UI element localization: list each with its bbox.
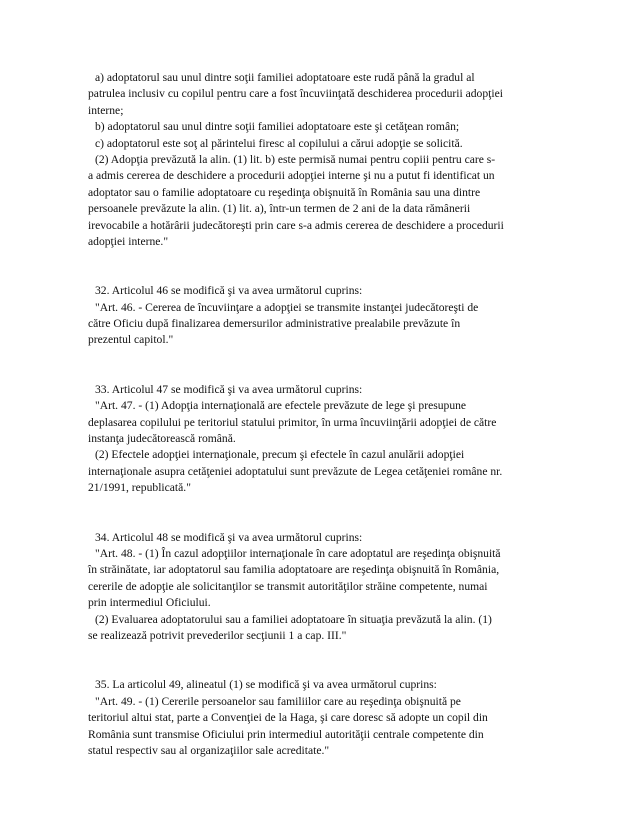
text-line: "Art. 46. - Cererea de încuviinţare a adopţiei se transmite instanţei judecătoreşti de [95,300,479,314]
text-line: "Art. 47. - (1) Adopţia internaţională are efectele prevăzute de lege şi presupune [95,399,467,413]
text-line: cererile de adopţie ale solicitanţilor se transmit autorităţilor străine competente, numai [88,579,488,593]
text-line: persoanele prevăzute la alin. (1) lit. a), într-un termen de 2 ani de la data rămânerii [88,202,471,216]
paragraph-item-33 [88,382,558,497]
text-line: prezentul capitol." [88,333,174,347]
text-line: "Art. 48. - (1) În cazul adopţiilor internaţionale în care adoptatul are reşedinţa obişnuită [95,546,501,560]
paragraph-item-32 [88,283,558,349]
text-line: statul respectiv sau al organizaţiilor sale acreditate." [88,743,330,757]
document-page [88,70,558,759]
text-line: b) adoptatorul sau unul dintre soţii familiei adoptatoare este şi cetăţean român; [95,120,460,134]
text-line: patrulea inclusiv cu copilul pentru care a fost încuviinţată deschiderea procedurii adopţiei [88,87,503,101]
text-line: adoptator sau o familie adoptatoare cu reşedinţa obişnuită în România sau una dintre [88,185,481,199]
paragraph-gap [88,250,558,283]
text-line: a admis cererea de deschidere a procedurii adopţiei interne şi nu a putut fi identificat un [88,169,495,183]
paragraph-item-35 [88,677,558,759]
text-line: 21/1991, republicată." [88,481,191,495]
item-heading: 33. Articolul 47 se modifică şi va avea următorul cuprins: [95,382,363,396]
text-line: teritoriul altui stat, parte a Convenţiei de la Haga, şi care doresc să adopte un copil din [88,711,488,725]
paragraph-art45-conditions [88,70,558,250]
text-line: internaţionale asupra cetăţeniei adoptatului sunt prevăzute de Legea cetăţeniei române nr. [88,464,503,478]
text-line: România sunt transmise Oficiului prin intermediul autorităţii centrale competente din [88,727,484,741]
text-line: c) adoptatorul este soţ al părintelui firesc al copilului a cărui adopţie se solicită. [95,136,463,150]
text-line: se realizează potrivit prevederilor secţiunii 1 a cap. III." [88,628,347,642]
paragraph-gap [88,349,558,382]
text-line: deplasarea copilului pe teritoriul statului primitor, în urma încuviinţării adopţiei de către [88,415,497,429]
text-line: "Art. 49. - (1) Cererile persoanelor sau familiilor care au reşedinţa obişnuită pe [95,694,461,708]
text-line: prin intermediul Oficiului. [88,596,211,610]
text-line: irevocabile a hotărârii judecătoreşti prin care s-a admis cererea de deschidere a procedurii [88,218,504,232]
item-heading: 32. Articolul 46 se modifică şi va avea următorul cuprins: [95,284,363,298]
text-line: (2) Evaluarea adoptatorului sau a familiei adoptatoare în situaţia prevăzută la alin. (1) [95,612,492,626]
text-line: (2) Adopţia prevăzută la alin. (1) lit. b) este permisă numai pentru copiii pentru care s- [95,152,496,166]
text-line: (2) Efectele adopţiei internaţionale, precum şi efectele în cazul anulării adopţiei [95,448,465,462]
text-line: adopţiei interne." [88,234,169,248]
item-heading: 34. Articolul 48 se modifică şi va avea următorul cuprins: [95,530,363,544]
text-line: instanţa judecătorească română. [88,432,236,446]
paragraph-gap [88,497,558,530]
paragraph-gap [88,644,558,677]
text-line: a) adoptatorul sau unul dintre soţii familiei adoptatoare este rudă până la gradul al [95,71,475,84]
item-heading: 35. La articolul 49, alineatul (1) se modifică şi va avea următorul cuprins: [95,678,437,692]
text-line: interne; [88,103,124,117]
text-line: către Oficiu după finalizarea demersurilor administrative prealabile prevăzute în [88,317,461,331]
text-line: în străinătate, iar adoptatorul sau familia adoptatoare are reşedinţa obişnuită în România, [88,563,500,577]
paragraph-item-34 [88,530,558,645]
